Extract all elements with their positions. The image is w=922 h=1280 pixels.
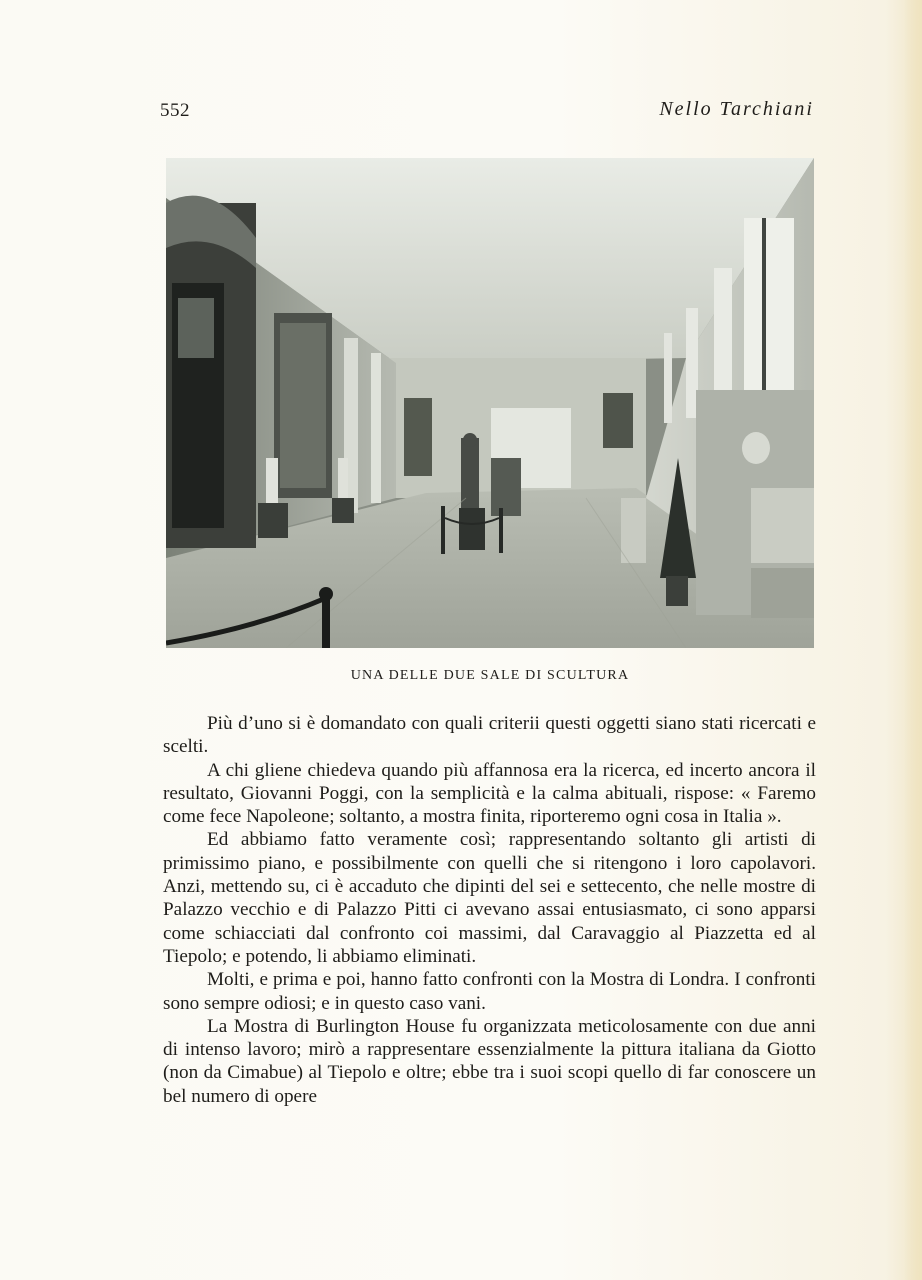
paragraph: Molti, e prima e poi, hanno fatto confronti con la Mostra di Londra. I confronti sono sempre odiosi; e in questo caso vani. <box>163 969 816 1014</box>
paragraph: A chi gliene chiedeva quando più affannosa era la ricerca, ed incerto ancora il resultato, Giovanni Poggi, con la semplicità e la calma abituali, rispose: « Faremo come fece Napoleone; soltanto, a mostra finita, riporteremo ogni cosa in Italia ». <box>163 759 816 828</box>
running-head-author: Nello Tarchiani <box>659 98 814 120</box>
paragraph: Ed abbiamo fatto veramente così; rappresentando soltanto gli artisti di primissimo piano, e possibilmente con quelli che si ritengono i loro capolavori. Anzi, mettendo su, ci è accaduto che dipinti del sei e settecento, che nelle mostre di Palazzo vecchio e di Palazzo Pitti ci avevano assai entusiasmato, ci sono apparsi come schiacciati dal confronto coi massimi, dal Caravaggio al Piazzetta ed al Tiepolo; e potendo, li abbiamo eliminati. <box>163 829 816 967</box>
page-number: 552 <box>160 100 190 121</box>
paragraph: Più d’uno si è domandato con quali criterii questi oggetti siano stati ricercati e scelti. <box>163 713 816 758</box>
figure-caption: UNA DELLE DUE SALE DI SCULTURA <box>350 668 630 683</box>
paragraph: La Mostra di Burlington House fu organizzata meticolosamente con due anni di intenso lavoro; mirò a rappresentare essenzialmente la pittura italiana da Giotto (non da Cimabue) al Tiepolo e oltre; ebbe tra i suoi scopi quello di far conoscere un bel numero di opere <box>163 1015 816 1107</box>
gallery-photograph <box>166 158 814 648</box>
page-edge-shadow <box>904 0 922 1280</box>
body-text <box>163 712 816 1108</box>
